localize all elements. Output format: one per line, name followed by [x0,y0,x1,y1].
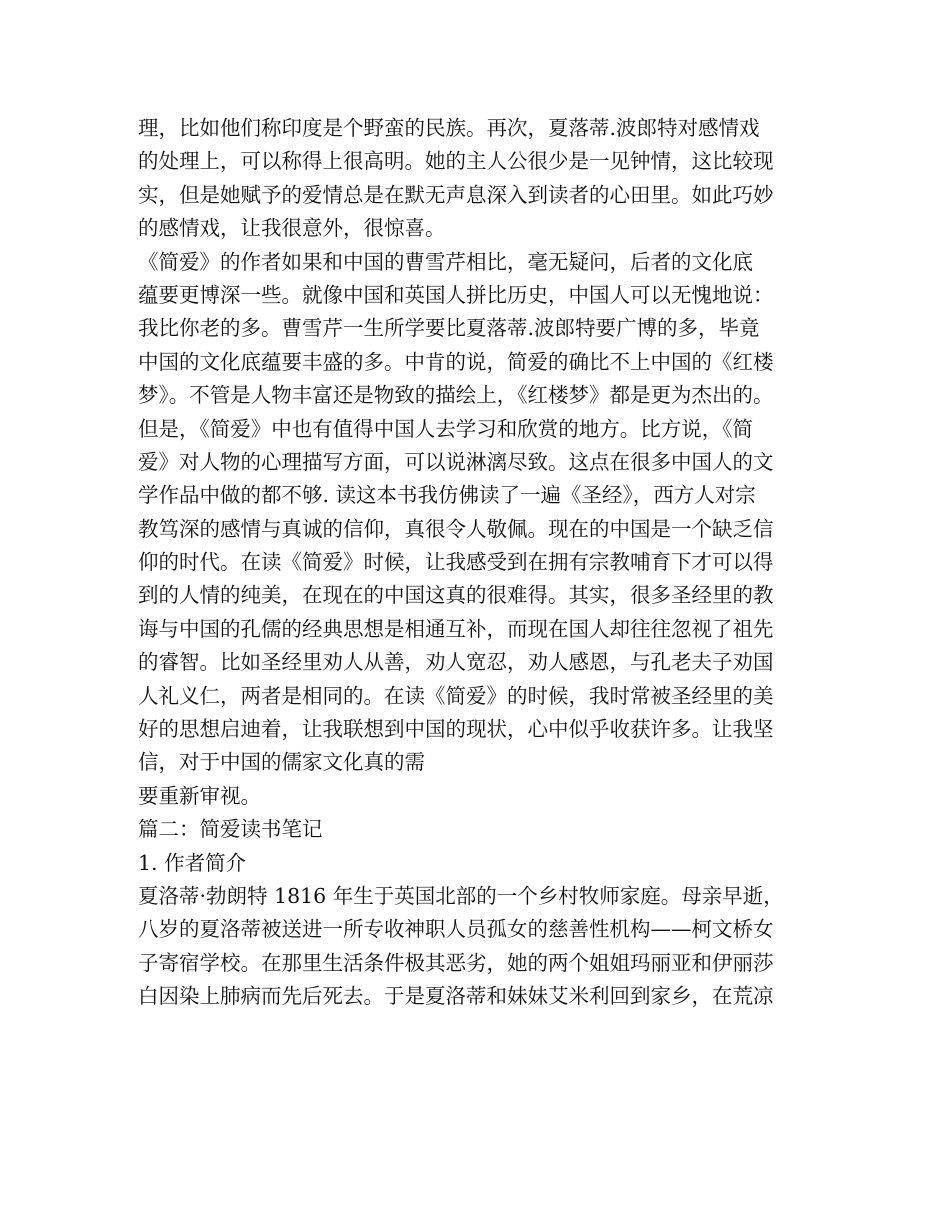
section-heading: 篇二：简爱读书笔记 [138,817,323,842]
text-line: 仰的时代。在读《简爱》时候，让我感受到在拥有宗教哺育下才可以得 [138,550,774,575]
text-line: 我比你老的多。曹雪芹一生所学要比夏落蒂.波郎特要广博的多，毕竟 [138,316,760,341]
text-line: 白因染上肺病而先后死去。于是夏洛蒂和妹妹艾米利回到家乡，在荒凉 [138,984,774,1009]
text-line: 夏洛蒂·勃朗特 1816 年生于英国北部的一个乡村牧师家庭。母亲早逝， [138,883,784,908]
subsection-heading: 1. 作者简介 [138,850,247,875]
text-line: 子寄宿学校。在那里生活条件极其恶劣，她的两个姐姐玛丽亚和伊丽莎 [138,950,774,975]
text-line: 的睿智。比如圣经里劝人从善，劝人宽忍，劝人感恩，与孔老夫子劝国 [138,650,774,675]
text-line: 中国的文化底蕴要丰盛的多。中肯的说，简爱的确比不上中国的《红楼 [138,349,774,374]
text-line: 要重新审视。 [138,783,261,808]
text-line: 到的人情的纯美，在现在的中国这真的很难得。其实，很多圣经里的教 [138,583,774,608]
text-line: 诲与中国的孔儒的经典思想是相通互补，而现在国人却往往忽视了祖先 [138,616,774,641]
text-line: 的感情戏，让我很意外，很惊喜。 [138,216,446,241]
text-line: 教笃深的感情与真诚的信仰，真很令人敬佩。现在的中国是一个缺乏信 [138,516,774,541]
text-line: 《简爱》的作者如果和中国的曹雪芹相比，毫无疑问，后者的文化底 [138,249,753,274]
text-line: 但是，《简爱》中也有值得中国人去学习和欣赏的地方。比方说，《简 [138,416,753,441]
text-line: 蕴要更博深一些。就像中国和英国人拼比历史，中国人可以无愧地说： [138,282,774,307]
text-line: 八岁的夏洛蒂被送进一所专收神职人员孤女的慈善性机构——柯文桥女 [138,917,774,942]
text-line: 梦》。不管是人物丰富还是物致的描绘上，《红楼梦》都是更为杰出的。 [138,383,774,408]
text-line: 人礼义仁，两者是相同的。在读《简爱》的时候，我时常被圣经里的美 [138,683,774,708]
body-text [138,112,838,1014]
text-line: 实，但是她赋予的爱情总是在默无声息深入到读者的心田里。如此巧妙 [138,182,774,207]
text-line: 信，对于中国的儒家文化真的需 [138,750,425,775]
text-line: 爱》对人物的心理描写方面，可以说淋漓尽致。这点在很多中国人的文 [138,449,774,474]
text-line: 学作品中做的都不够. 读这本书我仿佛读了一遍《圣经》，西方人对宗 [138,483,756,508]
text-line: 的处理上，可以称得上很高明。她的主人公很少是一见钟情，这比较现 [138,149,774,174]
text-line: 好的思想启迪着，让我联想到中国的现状，心中似乎收获许多。让我坚 [138,717,774,742]
text-line: 理，比如他们称印度是个野蛮的民族。再次，夏落蒂.波郎特对感情戏 [138,116,760,140]
